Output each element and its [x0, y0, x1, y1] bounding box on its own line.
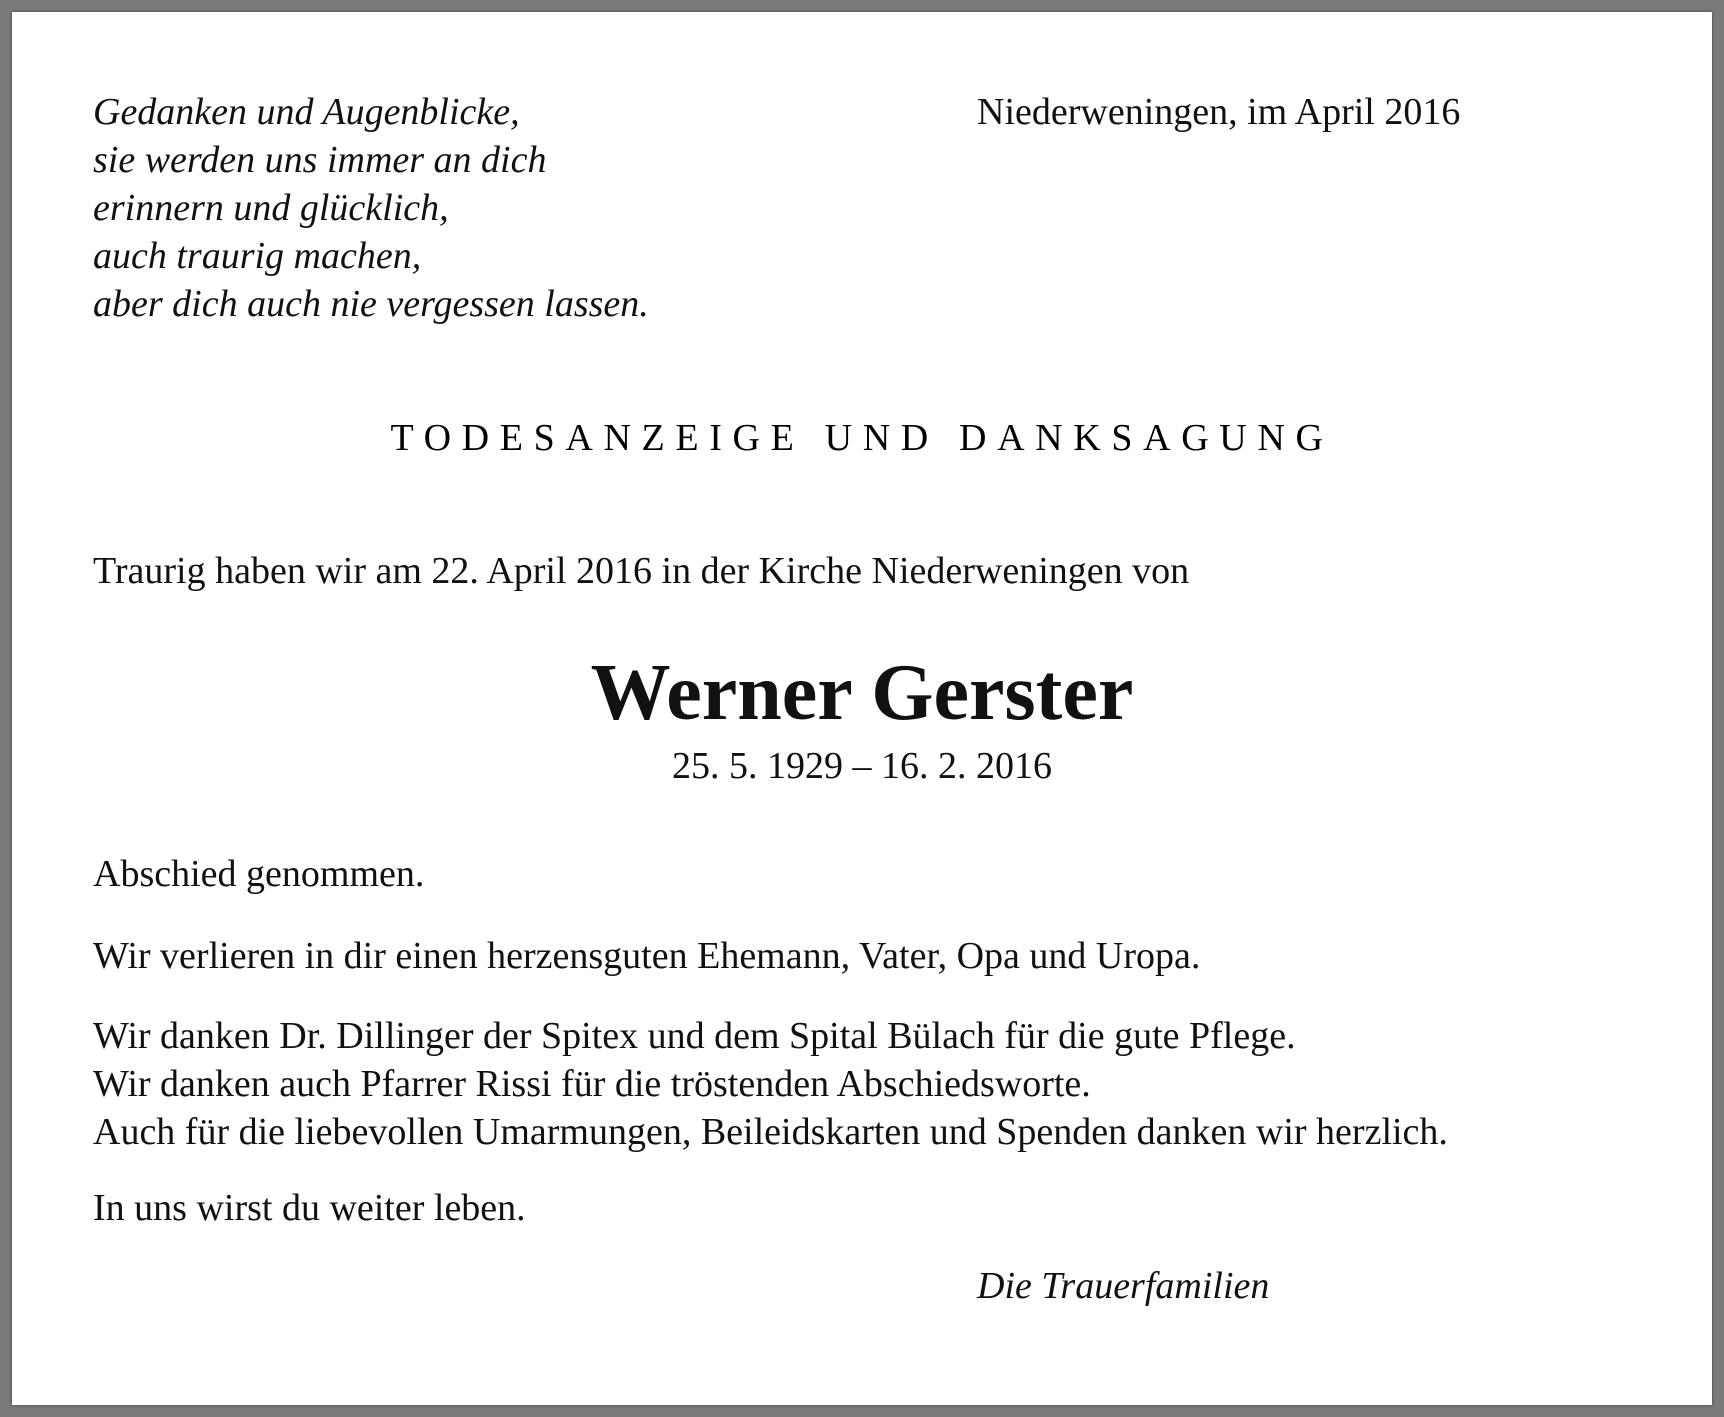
place-date: Niederweningen, im April 2016 [977, 91, 1461, 133]
poem [93, 88, 649, 328]
thanks-line: Wir danken Dr. Dillinger der Spitex und dem Spital Bülach für die gute Pflege. [93, 1015, 1296, 1057]
loss-text: Wir verlieren in dir einen herzensguten Ehemann, Vater, Opa und Uropa. [93, 935, 1201, 977]
poem-line: sie werden uns immer an dich [93, 139, 547, 181]
closing-text: In uns wirst du weiter leben. [93, 1187, 526, 1229]
poem-line: aber dich auch nie vergessen lassen. [93, 283, 649, 325]
poem-line: auch traurig machen, [93, 235, 422, 277]
page-title: TODESANZEIGE UND DANKSAGUNG [390, 417, 1334, 459]
deceased-name: Werner Gerster [590, 649, 1134, 737]
thanks-line: Auch für die liebevollen Umarmungen, Beileidskarten und Spenden danken wir herzlich. [93, 1111, 1448, 1153]
thanks-line: Wir danken auch Pfarrer Rissi für die tröstenden Abschiedsworte. [93, 1063, 1091, 1105]
signature: Die Trauerfamilien [977, 1265, 1270, 1307]
poem-line: Gedanken und Augenblicke, [93, 91, 520, 133]
life-dates: 25. 5. 1929 – 16. 2. 2016 [672, 745, 1052, 787]
poem-line: erinnern und glücklich, [93, 187, 449, 229]
thanks-paragraph [93, 1012, 1448, 1156]
intro-text: Traurig haben wir am 22. April 2016 in der Kirche Niederweningen von [93, 550, 1190, 592]
obituary-page [12, 12, 1712, 1405]
farewell-text: Abschied genommen. [93, 853, 425, 895]
